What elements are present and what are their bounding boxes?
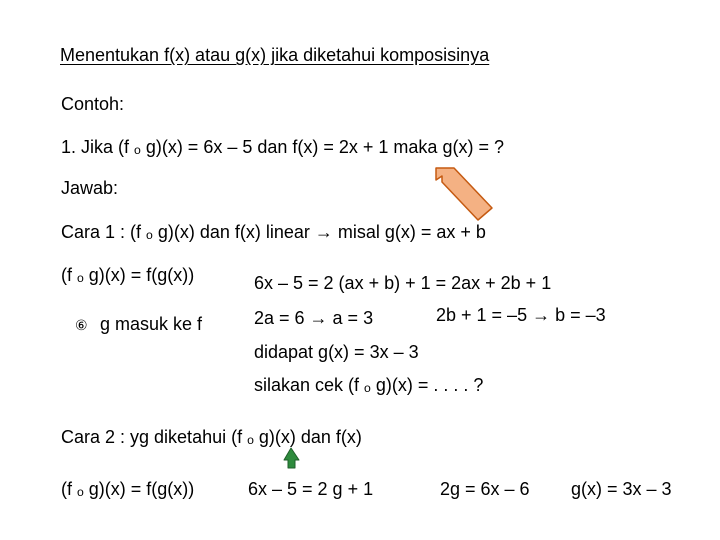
example-label: Contoh: [61, 94, 125, 114]
answer-label: Jawab: [61, 178, 119, 198]
green-arrow-icon [284, 448, 299, 468]
method2-composition-definition: (f ₒ g)(x) = f(g(x)) [61, 479, 195, 499]
method1-step-4: silakan cek (f ₒ g)(x) = . . . . ? [254, 375, 484, 395]
method2-heading: Cara 2 : yg diketahui (f ₒ g)(x) dan f(x) [61, 427, 362, 447]
problem-statement: 1. Jika (f ₒ g)(x) = 6x – 5 dan f(x) = 2x + 1 maka g(x) = ? [61, 137, 504, 157]
method2-step-3: g(x) = 3x – 3 [571, 479, 672, 499]
method2-step-2: 2g = 6x – 6 [440, 479, 530, 499]
orange-arrow-icon [436, 168, 492, 220]
method1-heading: Cara 1 : (f ₒ g)(x) dan f(x) linear → misal g(x) = ax + b [61, 222, 486, 242]
slide-title: Menentukan f(x) atau g(x) jika diketahui komposisinya [60, 45, 490, 65]
method1-step-3: didapat g(x) = 3x – 3 [254, 342, 419, 362]
method2-step-1: 6x – 5 = 2 g + 1 [248, 479, 374, 499]
bullet-icon: ⑥ [75, 317, 88, 333]
method1-note-text: g masuk ke f [100, 314, 203, 334]
method1-step-2a: 2a = 6 → a = 3 [254, 308, 374, 328]
method1-composition-definition: (f ₒ g)(x) = f(g(x)) [61, 265, 195, 285]
method1-step-1: 6x – 5 = 2 (ax + b) + 1 = 2ax + 2b + 1 [254, 273, 552, 293]
method1-step-2b: 2b + 1 = –5 → b = –3 [436, 305, 606, 325]
